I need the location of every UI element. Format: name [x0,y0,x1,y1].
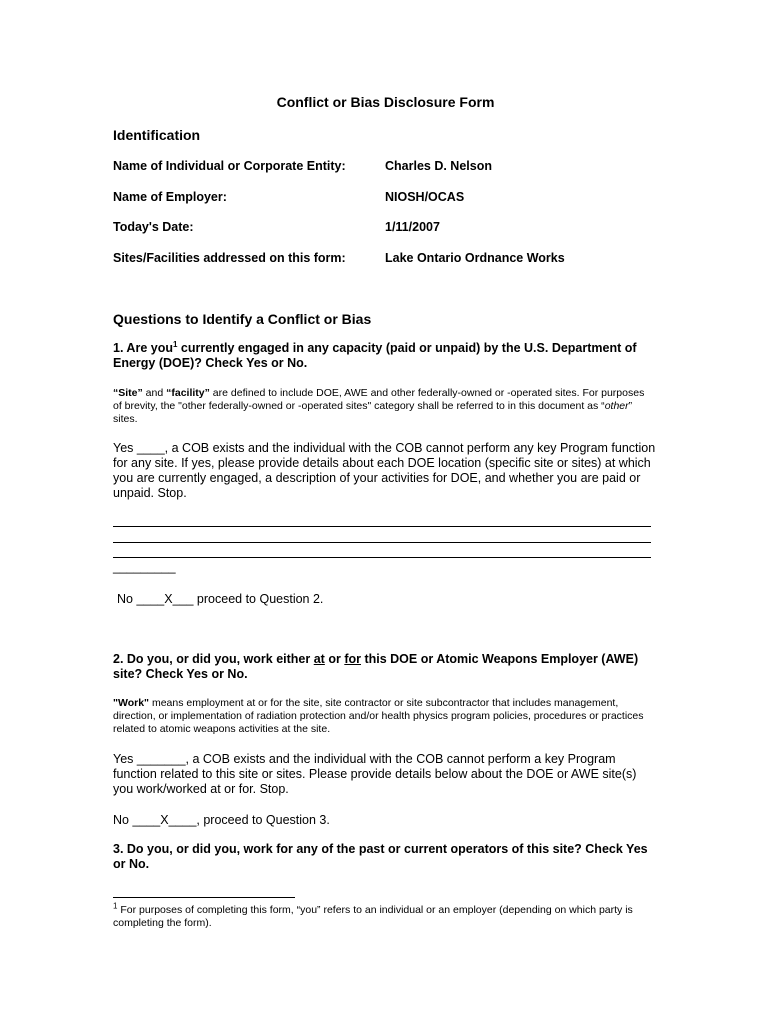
q2-no-option: No ____X____, proceed to Question 3. [113,813,330,827]
answer-line-2[interactable] [113,542,651,543]
q1-definition [113,387,653,426]
q1-prefix: 1. Are you [113,341,173,355]
questions-heading: Questions to Identify a Conflict or Bias [113,311,372,327]
answer-line-1[interactable] [113,526,651,527]
question-3: 3. Do you, or did you, work for any of the past or current operators of this site? Check Yes or No. [113,842,648,871]
field-label-employer: Name of Employer: [113,190,227,204]
q2-definition-text: means employment at or for the site, site contractor or site subcontractor that includes management, direction, or implementation of radiation protection and/or health physics program policies, procedures or practices related to atomic weapons activities at the site. [113,697,644,735]
q2-for: for [344,652,361,666]
q2-yes-option: Yes _______, a COB exists and the individual with the COB cannot perform a key Program function related to this site or sites. Please provide details below about the DOE or AWE site(s) you work/worked at or for. Stop. [113,752,637,796]
answer-line-4[interactable]: _________ [113,560,176,574]
form-title: Conflict or Bias Disclosure Form [276,94,495,110]
q2-text-start: 2. Do you, or did you, work either [113,652,314,666]
q2-text-end: this DOE or Atomic Weapons Employer (AWE) site? Check Yes or No. [113,652,639,681]
q1-definition-text: are defined to include DOE, AWE and other federally-owned or -operated sites. For purposes of brevity, the "other federally-owned or -operated sites" category shall be referred to in this document as “ [113,387,645,412]
question-1 [113,341,653,371]
term-other: other [604,400,629,412]
def-connector: and [142,387,167,399]
footnote-text: For purposes of completing this form, “you” refers to an individual or an employer (depending on which party is completing the form). [113,904,633,929]
term-work: "Work" [113,697,150,709]
question-2 [113,652,653,682]
q1-no-option: No ____X___ proceed to Question 2. [117,592,324,606]
footnote-separator [113,897,295,898]
footnote-mark: 1 [113,901,118,911]
field-value-sites: Lake Ontario Ordnance Works [385,251,565,265]
term-facility: “facility” [166,387,210,399]
field-value-date: 1/11/2007 [385,220,440,234]
footnote [113,901,653,930]
q2-definition [113,697,653,736]
footnote-reference: 1 [172,339,178,349]
q1-definition-end: ” sites. [113,400,633,425]
answer-line-3[interactable] [113,557,651,558]
field-label-date: Today's Date: [113,220,194,234]
q2-at: at [313,652,325,666]
q2-or: or [324,652,345,666]
q1-yes-option: Yes ____, a COB exists and the individual with the COB cannot perform any key Program function for any site. If yes, please provide details about each DOE location (specific site or sites) at which you are currently engaged, a description of your activities for DOE, and whether you are paid or unpaid. Stop. [113,441,656,500]
field-value-employer: NIOSH/OCAS [385,190,465,204]
field-label-individual: Name of Individual or Corporate Entity: [113,159,346,173]
field-label-sites: Sites/Facilities addressed on this form: [113,251,346,265]
identification-heading: Identification [113,127,201,143]
field-value-individual: Charles D. Nelson [385,159,492,173]
q1-text: currently engaged in any capacity (paid or unpaid) by the U.S. Department of Energy (DOE)? Check Yes or No. [113,341,637,370]
term-site: “Site” [113,387,143,399]
